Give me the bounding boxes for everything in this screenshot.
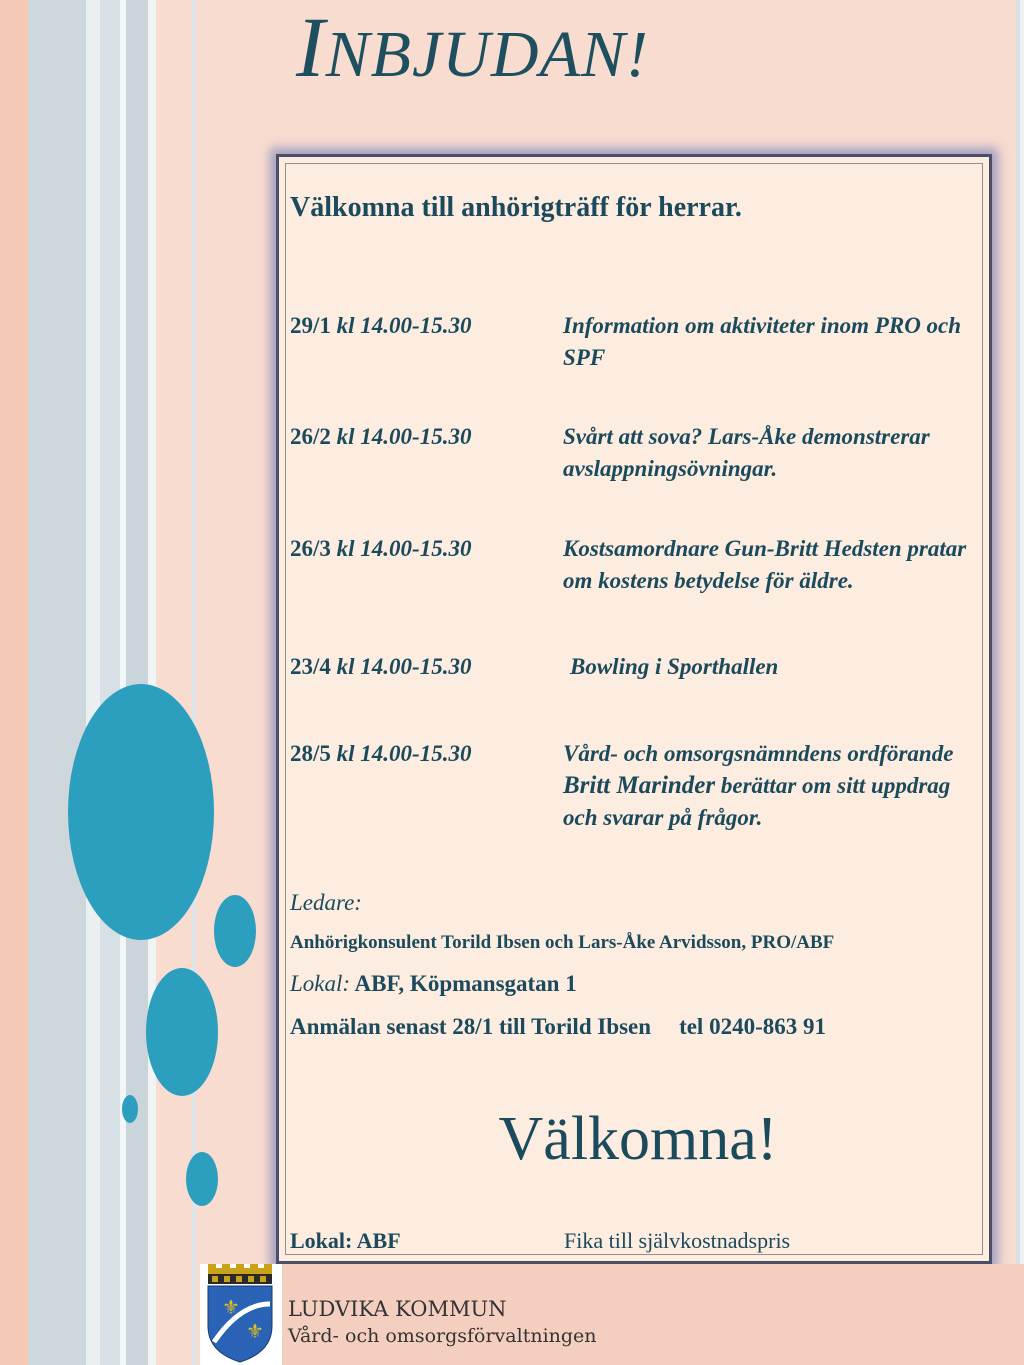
welcome-banner: Välkomna! [498,1105,778,1173]
svg-text:⚜: ⚜ [222,1295,240,1319]
lokal-value: ABF, Köpmansgatan 1 [354,971,577,996]
event-date: 28/5 kl 14.00-15.30 [290,741,472,766]
stripe [126,0,148,1365]
stripe [86,0,100,1365]
event-description: Information om aktiviteter inom PRO och SPF [563,313,962,370]
ludvika-coat-of-arms-icon [200,1264,282,1365]
svg-text:⚜: ⚜ [246,1319,264,1343]
decorative-circle [122,1095,138,1123]
event-date: 23/4 kl 14.00-15.30 [290,654,472,679]
page-title [296,0,856,95]
stripe [0,0,28,1365]
lokal-label: Lokal: [290,971,351,996]
event-description: Kostsamordnare Gun-Britt Hedsten pratar om kostens betydelse för äldre. [563,536,967,593]
lokal-line [290,971,577,997]
decorative-circle-large [68,684,214,940]
organization-department: Vård- och omsorgsförvaltningen [288,1325,597,1347]
event-description: Vård- och omsorgsnämndens ordförande Britt Marinder berättar om sitt uppdrag och svarar på frågor. [563,741,954,830]
phone-number: tel 0240-863 91 [679,1014,826,1039]
decorative-circle [146,968,218,1096]
stripe [1020,0,1024,1365]
title-rest: NBJUDAN! [325,18,649,91]
footer-fika: Fika till självkostnadspris [564,1228,791,1253]
event-description: Svårt att sova? Lars-Åke demonstrerar avslappningsövningar. [563,424,930,481]
stripe [100,0,120,1365]
decorative-circle [186,1152,218,1206]
event-date: 26/2 kl 14.00-15.30 [290,424,472,449]
footer-lokal: Lokal: ABF [290,1228,401,1253]
intro-heading: Välkomna till anhörigträff för herrar. [290,192,742,223]
organization-name: LUDVIKA KOMMUN [288,1297,507,1321]
ledare-heading: Ledare: [290,890,362,915]
event-date: 26/3 kl 14.00-15.30 [290,536,472,561]
stripe [148,0,156,1365]
ledare-text: Anhörigkonsulent Torild Ibsen och Lars-Åke Arvidsson, PRO/ABF [290,932,835,953]
logo-container [200,1264,282,1365]
stripe [28,0,86,1365]
event-speaker-name: Britt Marinder [563,772,716,799]
event-description: Bowling i Sporthallen [570,654,779,679]
title-initial: I [296,0,326,95]
event-date: 29/1 kl 14.00-15.30 [290,313,472,338]
registration-line: Anmälan senast 28/1 till Torild Ibsen tel 0240-863 91 [290,1014,826,1039]
decorative-circle [214,895,256,967]
